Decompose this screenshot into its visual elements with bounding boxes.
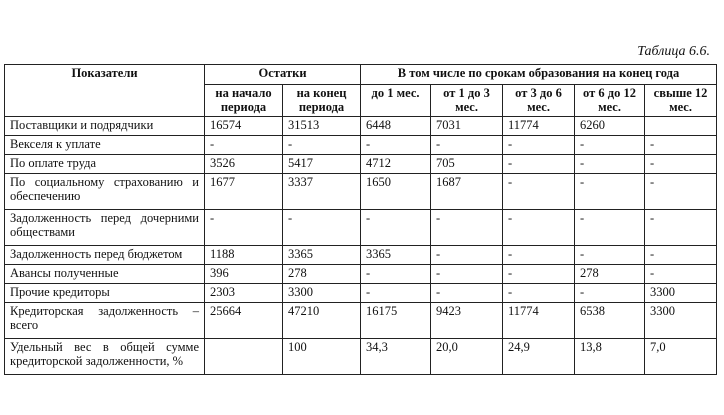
table-row <box>5 136 717 155</box>
table-row <box>5 284 717 303</box>
cell-term-2: - <box>431 284 503 303</box>
cell-term-1: - <box>361 284 431 303</box>
cell-term-5 <box>645 117 717 136</box>
cell-end: 5417 <box>283 155 361 174</box>
cell-term-2: 1687 <box>431 174 503 210</box>
cell-term-1: 1650 <box>361 174 431 210</box>
cell-term-3: 11774 <box>503 117 575 136</box>
table-caption: Таблица 6.6. <box>637 44 710 59</box>
header-term-3: от 3 до 6 мес. <box>503 85 575 117</box>
cell-term-1: - <box>361 136 431 155</box>
row-label: По оплате труда <box>5 155 205 174</box>
cell-term-5: - <box>645 155 717 174</box>
row-label: Прочие кредиторы <box>5 284 205 303</box>
row-label: Задолженность перед бюджетом <box>5 246 205 265</box>
cell-term-4: 6260 <box>575 117 645 136</box>
row-label: Поставщики и подрядчики <box>5 117 205 136</box>
cell-start: - <box>205 210 283 246</box>
header-start: на начало периода <box>205 85 283 117</box>
cell-term-4: - <box>575 155 645 174</box>
cell-end: - <box>283 136 361 155</box>
cell-term-2: - <box>431 210 503 246</box>
cell-term-1: 4712 <box>361 155 431 174</box>
cell-term-1: 34,3 <box>361 339 431 375</box>
cell-term-5: - <box>645 265 717 284</box>
cell-term-3: - <box>503 210 575 246</box>
header-balances: Остатки <box>205 65 361 85</box>
cell-term-1: - <box>361 210 431 246</box>
cell-term-4: - <box>575 246 645 265</box>
cell-term-5: 3300 <box>645 303 717 339</box>
cell-term-2: 20,0 <box>431 339 503 375</box>
table-row <box>5 303 717 339</box>
cell-start: 1677 <box>205 174 283 210</box>
row-label: Векселя к уплате <box>5 136 205 155</box>
cell-start <box>205 339 283 375</box>
cell-term-1: - <box>361 265 431 284</box>
table-row <box>5 117 717 136</box>
cell-end: 100 <box>283 339 361 375</box>
header-term-2: от 1 до 3 мес. <box>431 85 503 117</box>
cell-term-3: - <box>503 246 575 265</box>
cell-term-2: - <box>431 136 503 155</box>
cell-term-5: - <box>645 246 717 265</box>
cell-end: 278 <box>283 265 361 284</box>
payables-table <box>4 64 717 375</box>
cell-term-1: 16175 <box>361 303 431 339</box>
header-end: на конец периода <box>283 85 361 117</box>
cell-term-5: 3300 <box>645 284 717 303</box>
cell-start: 3526 <box>205 155 283 174</box>
cell-start: 2303 <box>205 284 283 303</box>
cell-term-3: 24,9 <box>503 339 575 375</box>
cell-term-3: - <box>503 155 575 174</box>
cell-start: 1188 <box>205 246 283 265</box>
cell-start: 16574 <box>205 117 283 136</box>
row-label: Авансы полученные <box>5 265 205 284</box>
cell-end: - <box>283 210 361 246</box>
table-row <box>5 174 717 210</box>
cell-term-4: 278 <box>575 265 645 284</box>
cell-term-4: 13,8 <box>575 339 645 375</box>
cell-start: - <box>205 136 283 155</box>
table-row <box>5 246 717 265</box>
row-label: По социальному страхованию и обеспечению <box>5 174 205 210</box>
cell-term-2: 705 <box>431 155 503 174</box>
cell-term-4: - <box>575 136 645 155</box>
cell-term-3: - <box>503 136 575 155</box>
header-by-terms: В том числе по срокам образования на конец года <box>361 65 717 85</box>
cell-end: 3300 <box>283 284 361 303</box>
header-indicators: Показатели <box>5 65 205 117</box>
table-row <box>5 155 717 174</box>
cell-term-5: - <box>645 210 717 246</box>
cell-term-2: 7031 <box>431 117 503 136</box>
cell-term-3: - <box>503 174 575 210</box>
cell-term-1: 6448 <box>361 117 431 136</box>
table-row <box>5 339 717 375</box>
cell-term-5: - <box>645 136 717 155</box>
cell-term-2: 9423 <box>431 303 503 339</box>
cell-term-1: 3365 <box>361 246 431 265</box>
cell-term-4: 6538 <box>575 303 645 339</box>
cell-end: 3337 <box>283 174 361 210</box>
cell-term-2: - <box>431 265 503 284</box>
cell-term-4: - <box>575 284 645 303</box>
header-term-1: до 1 мес. <box>361 85 431 117</box>
row-label: Удельный вес в общей сумме кредиторской задолженности, % <box>5 339 205 375</box>
cell-term-3: - <box>503 265 575 284</box>
cell-start: 396 <box>205 265 283 284</box>
cell-end: 3365 <box>283 246 361 265</box>
cell-term-3: 11774 <box>503 303 575 339</box>
cell-end: 31513 <box>283 117 361 136</box>
table-row <box>5 265 717 284</box>
cell-term-3: - <box>503 284 575 303</box>
cell-start: 25664 <box>205 303 283 339</box>
row-label: Задолженность перед дочерними обществами <box>5 210 205 246</box>
cell-term-5: - <box>645 174 717 210</box>
cell-term-2: - <box>431 246 503 265</box>
header-term-4: от 6 до 12 мес. <box>575 85 645 117</box>
table-row <box>5 210 717 246</box>
row-label: Кредиторская задолженность – всего <box>5 303 205 339</box>
cell-end: 47210 <box>283 303 361 339</box>
cell-term-5: 7,0 <box>645 339 717 375</box>
cell-term-4: - <box>575 210 645 246</box>
header-term-5: свыше 12 мес. <box>645 85 717 117</box>
cell-term-4: - <box>575 174 645 210</box>
